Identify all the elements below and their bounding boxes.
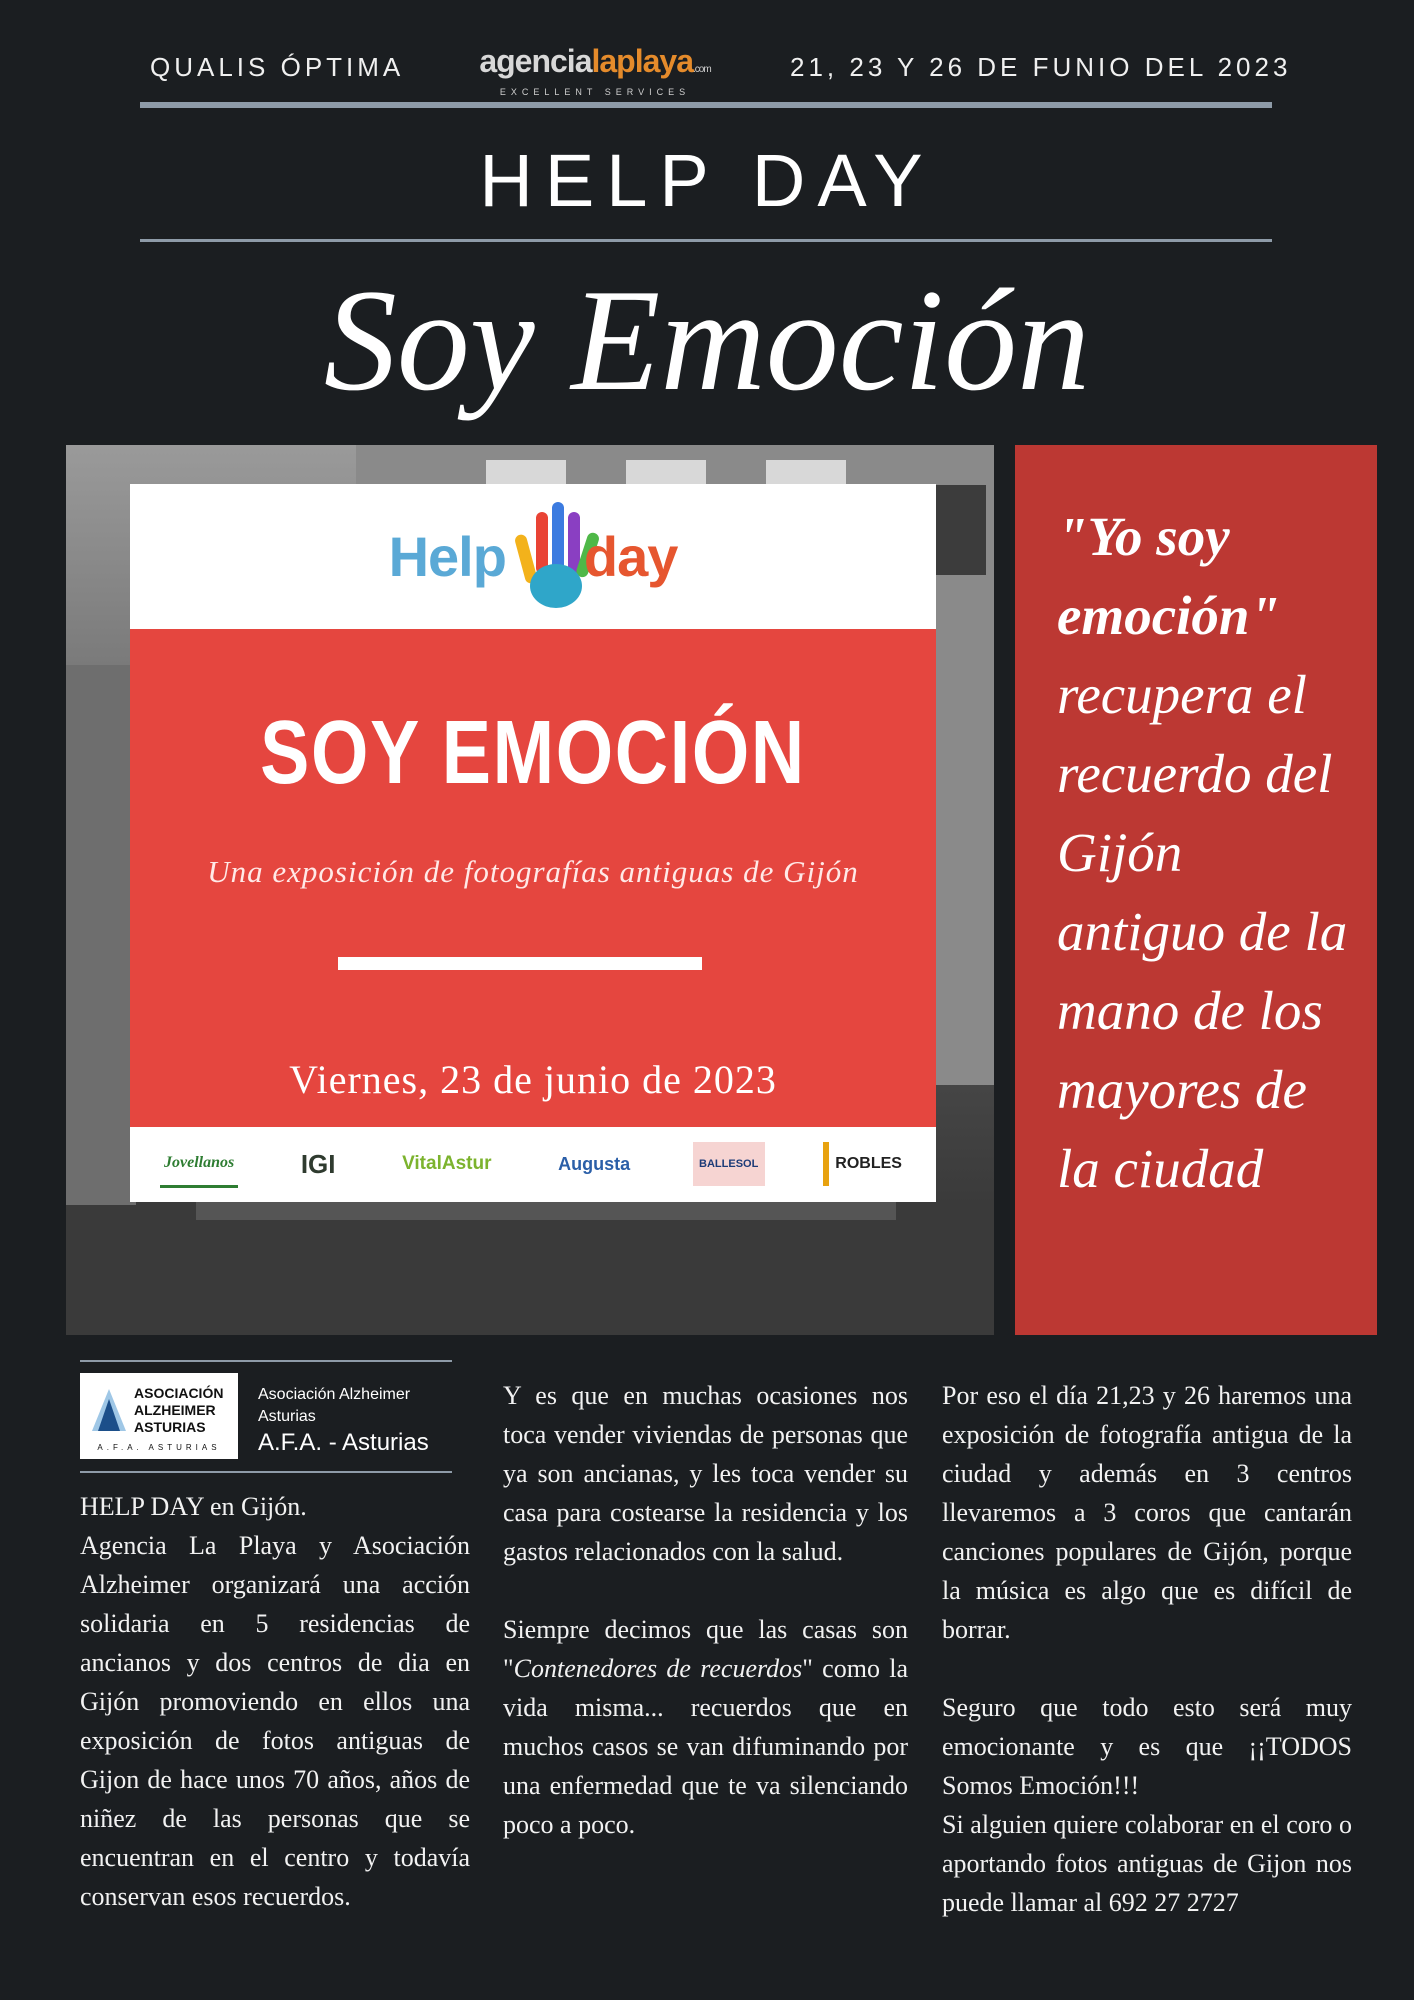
article-column-2: [503, 1376, 908, 1844]
poster-title: SOY EMOCIÓN: [260, 703, 806, 803]
afa-top-rule: [80, 1360, 452, 1362]
sponsor-igi: IGI: [300, 1148, 336, 1179]
helpday-logo: [130, 524, 936, 589]
afa-logo: [80, 1373, 238, 1459]
col3-paragraph-2: Seguro que todo esto será muy emocionante y es que ¡¡TODOS Somos Emoción!!!: [942, 1693, 1352, 1800]
article-column-1: [80, 1487, 470, 1916]
header-left-text: QUALIS ÓPTIMA: [150, 52, 405, 82]
sponsor-robles: ROBLES: [823, 1142, 906, 1186]
poster-subtitle: Una exposición de fotografías antiguas de Gijón: [207, 854, 859, 889]
page-title: Soy Emoción: [323, 259, 1091, 421]
col2-p2-end: " como la vida misma... recuerdos que en muchos casos se van difuminando por una enfermedad que te va silenciando poco a poco.: [503, 1654, 908, 1839]
article-column-3: [942, 1376, 1352, 1922]
col2-paragraph-2: [503, 1610, 908, 1844]
header-date-text: 21, 23 Y 26 DE FUNIO DEL 2023: [790, 52, 1292, 82]
afa-bottom-rule: [80, 1471, 452, 1473]
helpday-logo-day: day: [583, 525, 678, 588]
col2-paragraph-1: Y es que en muchas ocasiones nos toca vender viviendas de personas que ya son ancianas, y les toca vender su casa para costearse la residencia y los gastos relacionados con la salud.: [503, 1381, 908, 1566]
poster-divider: [338, 957, 702, 970]
col1-heading: HELP DAY en Gijón.: [80, 1492, 307, 1521]
pull-quote: [1057, 497, 1357, 1208]
pull-quote-bold: "Yo soy emoción": [1057, 506, 1281, 646]
col2-p2-emphasis: Contenedores de recuerdos: [513, 1654, 803, 1683]
header-divider: [140, 102, 1272, 108]
col3-paragraph-1: Por eso el día 21,23 y 26 haremos una exposición de fotografía antigua de la ciudad y además en 3 centros llevaremos a 3 coros que cantarán canciones populares de Gijón, porque la música es algo que es difícil de borrar.: [942, 1381, 1352, 1644]
helpday-logo-help: Help: [388, 525, 506, 588]
col2-p2-start: Siempre decimos que las casas son ": [503, 1615, 908, 1683]
logo-tagline: EXCELLENT SERVICES: [499, 87, 691, 97]
logo-part-agencia: agencia: [479, 43, 592, 79]
sponsor-augusta: Augusta: [558, 1153, 631, 1174]
agencia-laplaya-logo: [470, 44, 720, 97]
afa-caption: [258, 1384, 458, 1458]
sponsor-vitalastur: VitalAstur: [402, 1153, 492, 1174]
poster: [130, 484, 936, 1202]
logo-part-com: .com: [693, 64, 711, 75]
sponsor-jovellanos: Jovellanos: [160, 1141, 238, 1188]
pull-quote-rest: recupera el recuerdo del Gijón antiguo de la mano de los mayores de la ciudad: [1057, 664, 1348, 1199]
afa-caption-big: A.F.A. - Asturias: [258, 1429, 429, 1456]
afa-mark-icon: [90, 1387, 128, 1433]
poster-date: Viernes, 23 de junio de 2023: [289, 1057, 777, 1102]
afa-logo-name: ASOCIACIÓN ALZHEIMER ASTURIAS: [134, 1385, 224, 1435]
col3-paragraph-3: Si alguien quiere colaborar en el coro o aportando fotos antiguas de Gijon nos puede llamar al 692 27 2727: [942, 1810, 1352, 1917]
sponsor-logos: [160, 1136, 906, 1192]
afa-caption-small: Asociación Alzheimer Asturias: [258, 1386, 411, 1425]
kicker-divider: [140, 239, 1272, 242]
quote-panel: [1015, 445, 1377, 1335]
logo-part-laplaya: laplaya: [591, 43, 693, 79]
sponsor-ballesol: BALLESOL: [693, 1142, 765, 1186]
kicker-heading: HELP DAY: [479, 139, 935, 222]
col1-paragraph: Agencia La Playa y Asociación Alzheimer organizará una acción solidaria en 5 residencias de ancianos y dos centros de dia en Gijón promoviendo en ellos una exposición de fotos antiguas de Gijon de hace unos 70 años, años de niñez de las personas que se encuentran en el centro y todavía conservan esos recuerdos.: [80, 1531, 470, 1911]
afa-logo-tagline: A.F.A. ASTURIAS: [97, 1443, 221, 1452]
